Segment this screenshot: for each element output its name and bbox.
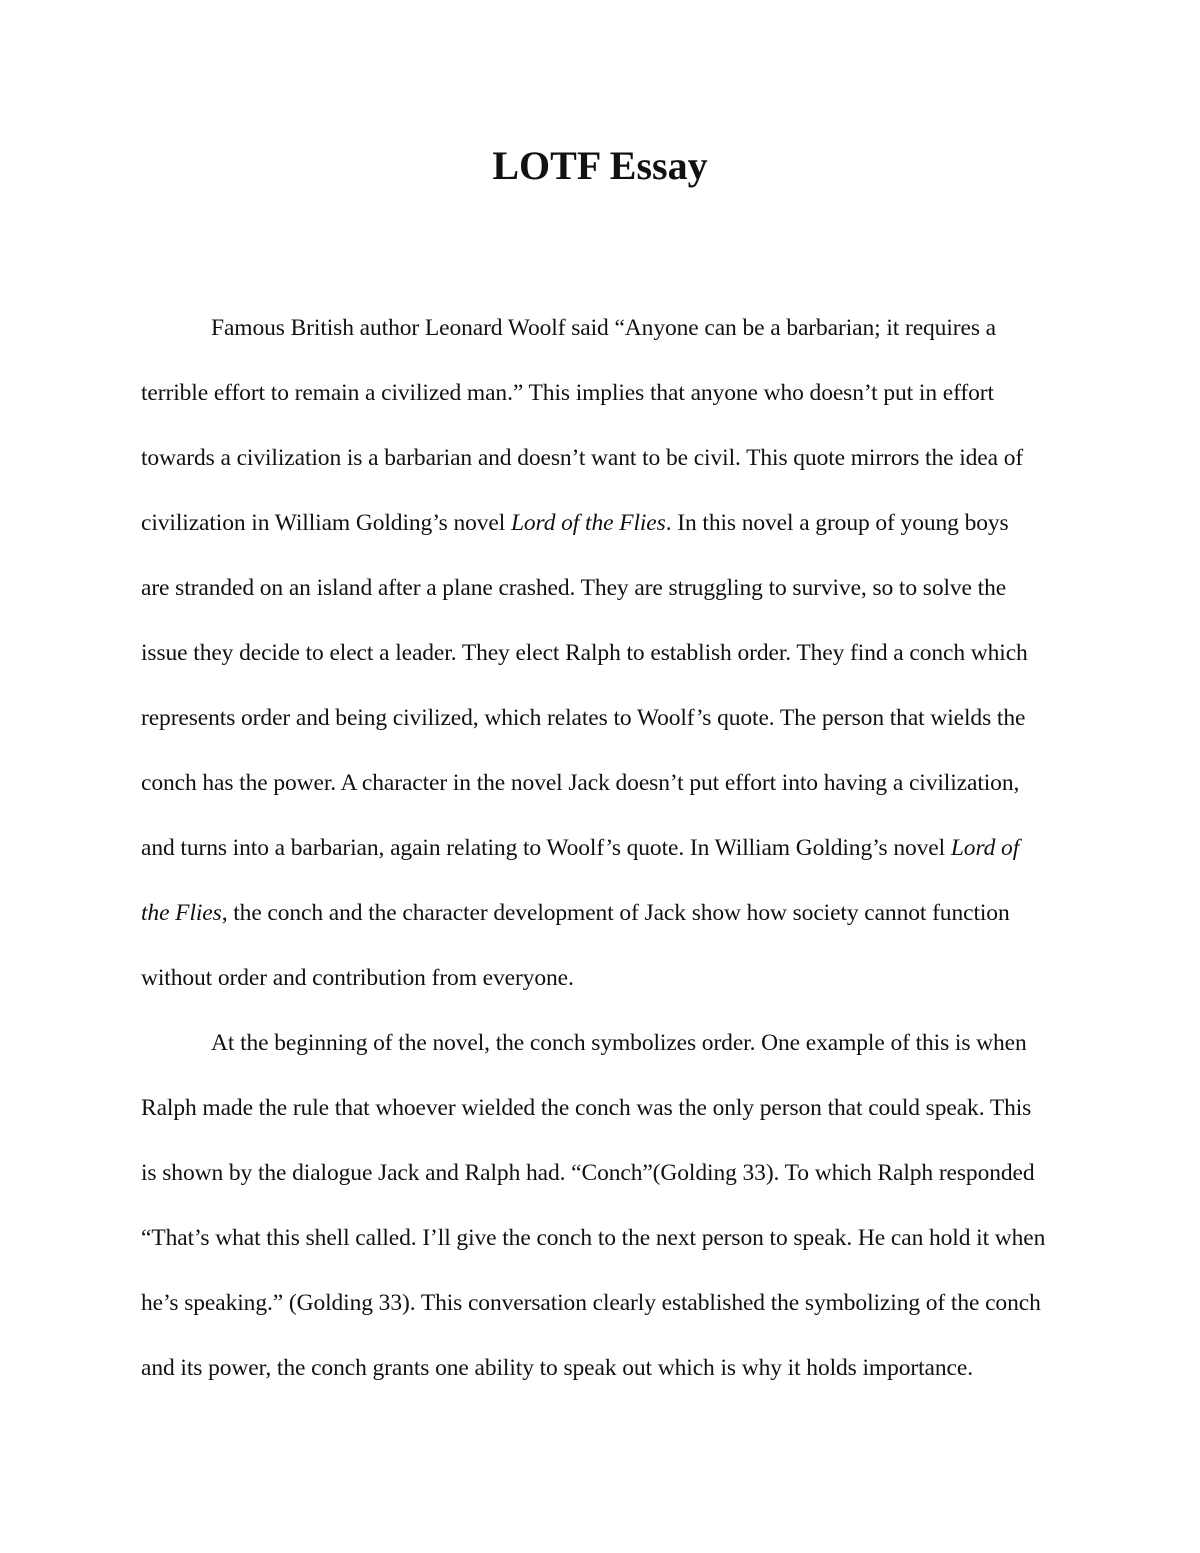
- text-line: [141, 1145, 1066, 1210]
- italic-title-text: the Flies: [141, 900, 222, 926]
- line-text: Ralph made the rule that whoever wielded the conch was the only person that could speak. This: [141, 1095, 1032, 1121]
- text-line: [141, 950, 1066, 1015]
- line-text: without order and contribution from everyone.: [141, 965, 574, 991]
- text-line: [141, 300, 1066, 365]
- text-line: [141, 1080, 1066, 1145]
- text-line: [141, 365, 1066, 430]
- text-line: [141, 495, 1066, 560]
- page-title: LOTF Essay: [492, 143, 708, 188]
- text-line: [141, 690, 1066, 755]
- line-text: , the conch and the character development of Jack show how society cannot function: [221, 900, 1010, 926]
- text-line: [141, 885, 1066, 950]
- italic-title-text: Lord of the Flies: [510, 510, 666, 536]
- text-line: [141, 430, 1066, 495]
- italic-title-text: Lord of: [950, 835, 1020, 861]
- line-text: issue they decide to elect a leader. They elect Ralph to establish order. They find a conch which: [141, 640, 1028, 666]
- line-text: is shown by the dialogue Jack and Ralph had. “Conch”(Golding 33). To which Ralph responded: [141, 1160, 1035, 1186]
- line-text: represents order and being civilized, which relates to Woolf’s quote. The person that wields the: [141, 705, 1026, 731]
- line-text: are stranded on an island after a plane crashed. They are struggling to survive, so to solve the: [141, 575, 1007, 601]
- essay-body: [141, 300, 1066, 1405]
- text-line: [141, 1275, 1066, 1340]
- line-text: Famous British author Leonard Woolf said “Anyone can be a barbarian; it requires a: [211, 315, 996, 341]
- text-line: [141, 755, 1066, 820]
- line-text: “That’s what this shell called. I’ll give the conch to the next person to speak. He can hold it when: [141, 1225, 1046, 1251]
- text-line: [141, 625, 1066, 690]
- line-text: towards a civilization is a barbarian and doesn’t want to be civil. This quote mirrors the idea of: [141, 445, 1024, 471]
- text-line: [141, 1210, 1066, 1275]
- text-line: [141, 560, 1066, 625]
- line-text: At the beginning of the novel, the conch symbolizes order. One example of this is when: [211, 1030, 1027, 1056]
- line-text: terrible effort to remain a civilized man.” This implies that anyone who doesn’t put in effort: [141, 380, 994, 406]
- text-line: [141, 820, 1066, 885]
- text-line: [141, 1340, 1066, 1405]
- line-text: and its power, the conch grants one ability to speak out which is why it holds importance.: [141, 1355, 973, 1381]
- text-line: [141, 1015, 1066, 1080]
- line-text: civilization in William Golding’s novel: [141, 510, 511, 536]
- line-text: . In this novel a group of young boys: [665, 510, 1009, 536]
- line-text: and turns into a barbarian, again relating to Woolf’s quote. In William Golding’s novel: [141, 835, 951, 861]
- line-text: conch has the power. A character in the novel Jack doesn’t put effort into having a civilization,: [141, 770, 1020, 796]
- line-text: he’s speaking.” (Golding 33). This conversation clearly established the symbolizing of the conch: [141, 1290, 1041, 1316]
